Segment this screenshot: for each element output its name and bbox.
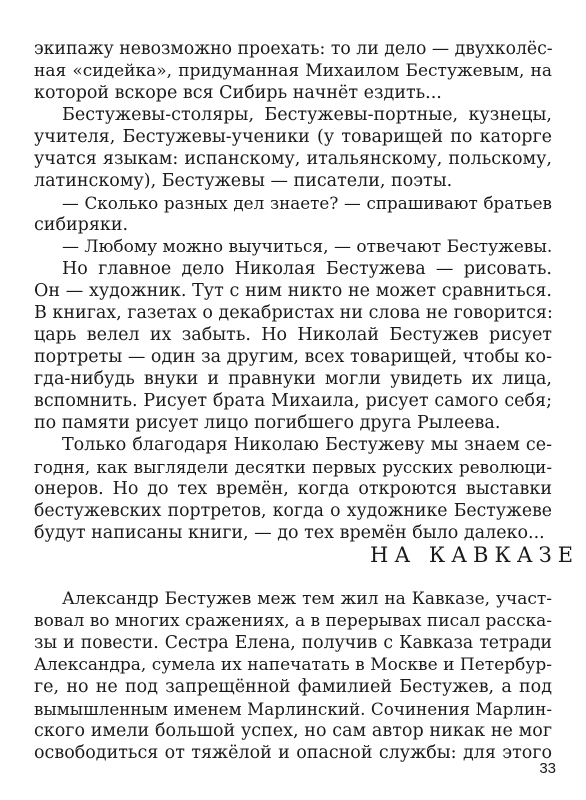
text-line: учатся языкам: испанскому, итальянскому, польскому, <box>34 149 552 169</box>
text-line: вымышленным именем Марлинский. Сочинения Марлин- <box>34 699 552 719</box>
text-line: ского имели большой успех, но сам автор никак не мог <box>34 721 552 741</box>
text-line: гда-нибудь внуки и правнуки могли увидеть их лица, <box>34 369 552 389</box>
text-line: — Любому можно выучиться, — отвечают Бестужевы. <box>62 237 553 257</box>
text-line: царь велел их забыть. Но Николай Бестужев рисует <box>34 325 552 345</box>
text-line: портреты — один за другим, всех товарищей, чтобы ко- <box>34 347 552 367</box>
text-line: латинскому), Бестужевы — писатели, поэты. <box>34 171 453 191</box>
text-line: ге, но не под запрещённой фамилией Бестужев, а под <box>34 677 552 697</box>
text-line: Александр Бестужев меж тем жил на Кавказе, участ- <box>62 589 552 609</box>
text-line: учителя, Бестужевы-ученики (у товарищей по каторге <box>34 127 552 147</box>
text-line: Но главное дело Николая Бестужева — рисовать. <box>62 259 552 279</box>
text-line: вовал во многих сражениях, а в перерывах писал расска- <box>34 611 553 631</box>
text-line: Бестужевы-столяры, Бестужевы-портные, кузнецы, <box>62 105 552 125</box>
page-number: 33 <box>539 760 556 777</box>
text-line: Только благодаря Николаю Бестужеву мы знаем се- <box>62 435 552 455</box>
text-line: экипажу невозможно проехать: то ли дело — двухколёс- <box>34 39 553 59</box>
text-line: которой вскоре вся Сибирь начнёт ездить... <box>34 83 442 103</box>
text-line: годня, как выглядели десятки первых русских революци- <box>34 457 552 477</box>
text-line: зы и повести. Сестра Елена, получив с Кавказа тетради <box>34 633 552 653</box>
text-line: Он — художник. Тут с ним никто не может сравниться. <box>34 281 552 301</box>
text-line: вспомнить. Рисует брата Михаила, рисует самого себя; <box>34 391 552 411</box>
text-line: будут написаны книги, — до тех времён было далеко... <box>34 523 545 543</box>
text-line: по памяти рисует лицо погибшего друга Рылеева. <box>34 413 501 433</box>
text-line: бестужевских портретов, когда о художнике Бестужеве <box>34 501 552 521</box>
text-line: онеров. Но до тех времён, когда откроются выставки <box>34 479 552 499</box>
text-line: В книгах, газетах о декабристах ни слова не говорится: <box>34 303 553 323</box>
text-line: освободиться от тяжёлой и опасной службы: для этого <box>34 743 552 763</box>
text-line: Александра, сумела их напечатать в Москве и Петербур- <box>34 655 552 675</box>
text-line: сибиряки. <box>34 215 129 235</box>
section-heading: НА КАВКАЗЕ <box>370 543 580 567</box>
text-line: — Сколько разных дел знаете? — спрашивают братьев <box>62 193 552 213</box>
text-line: ная «сидейка», придуманная Михаилом Бестужевым, на <box>34 61 552 81</box>
